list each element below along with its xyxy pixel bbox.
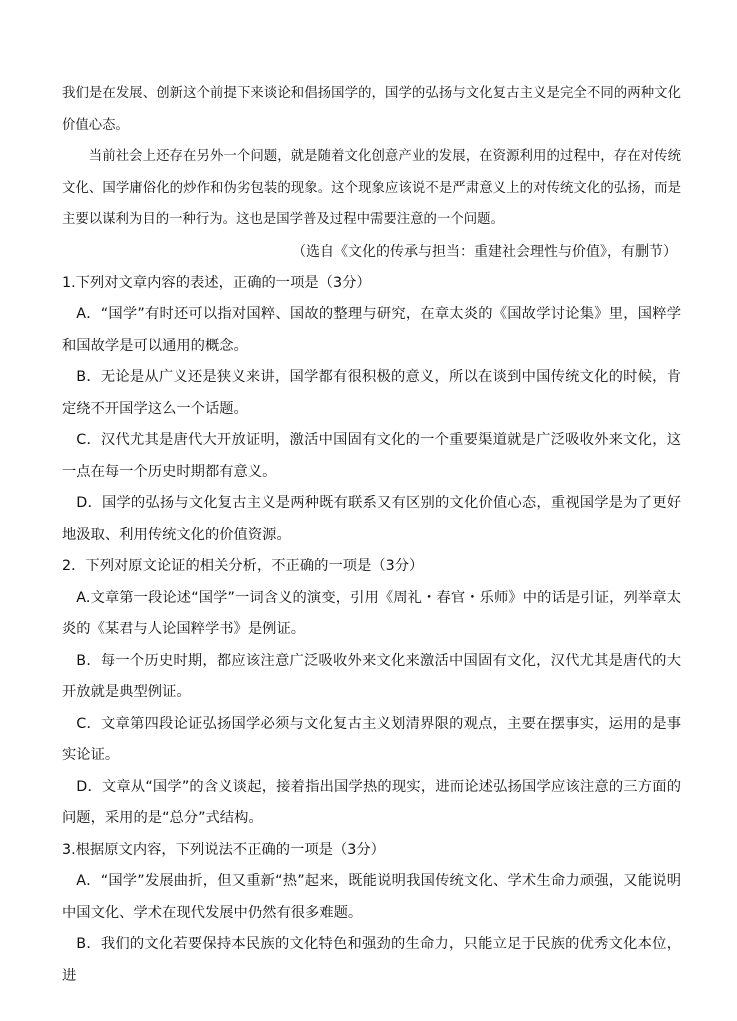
- question-2: [62, 551, 681, 835]
- option-b: B．每一个历史时期，都应该注意广泛吸收外来文化来激活中国固有文化，汉代尤其是唐代的大开放就是典型例证。: [62, 652, 681, 700]
- option-b: B．无论是从广义还是狭义来讲，国学都有很积极的意义，所以在谈到中国传统文化的时候，肯定绕不开国学这么一个话题。: [62, 369, 681, 417]
- passage-paragraph-2: 当前社会上还存在另外一个问题，就是随着文化创意产业的发展，在资源利用的过程中，存在对传统文化、国学庸俗化的炒作和伪劣包装的现象。这个现象应该说不是严肃意义上的对传统文化的弘扬，而是主要以谋利为目的一种行为。这也是国学普及过程中需要注意的一个问题。: [62, 149, 681, 227]
- question-stem: 2．下列对原文论证的相关分析，不正确的一项是（3分）: [62, 558, 424, 574]
- option-a: A.文章第一段论述“国学”一词含义的演变，引用《周礼・春官・乐师》中的话是引证，列举章太炎的《某君与人论国粹学书》是例证。: [62, 589, 681, 637]
- option-d: D．国学的弘扬与文化复古主义是两种既有联系又有区别的文化价值心态，重视国学是为了更好地汲取、利用传统文化的价值资源。: [62, 495, 681, 543]
- option-c: C．文章第四段论证弘扬国学必须与文化复古主义划清界限的观点，主要在摆事实，运用的是事实论证。: [62, 715, 681, 763]
- passage-source: （选自《文化的传承与担当：重建社会理性与价值》，有删节）: [292, 243, 677, 260]
- question-stem: 1.下列对文章内容的表述，正确的一项是（3分）: [62, 274, 371, 291]
- option-c: C．汉代尤其是唐代大开放证明，激活中国固有文化的一个重要渠道就是广泛吸收外来文化，这一点在每一个历史时期都有意义。: [62, 432, 681, 480]
- passage-paragraph-1: 我们是在发展、创新这个前提下来谈论和倡扬国学的，国学的弘扬与文化复古主义是完全不同的两种文化价值心态。: [62, 86, 681, 133]
- option-a: A．“国学”发展曲折，但又重新“热”起来，既能说明我国传统文化、学术生命力顽强，又能说明中国文化、学术在现代发展中仍然有很多难题。: [62, 873, 681, 921]
- question-stem: 3.根据原文内容，下列说法不正确的一项是（3分）: [62, 841, 385, 858]
- option-b: B．我们的文化若要保持本民族的文化特色和强劲的生命力，只能立足于民族的优秀文化本位，进: [62, 936, 681, 984]
- option-a: A．“国学”有时还可以指对国粹、国故的整理与研究，在章太炎的《国故学讨论集》里，国粹学和国故学是可以通用的概念。: [62, 306, 681, 354]
- question-3: [62, 835, 681, 993]
- question-1: [62, 268, 681, 552]
- option-d: D．文章从“国学”的含义谈起，接着指出国学热的现实，进而论述弘扬国学应该注意的三方面的问题，采用的是“总分”式结构。: [62, 778, 681, 826]
